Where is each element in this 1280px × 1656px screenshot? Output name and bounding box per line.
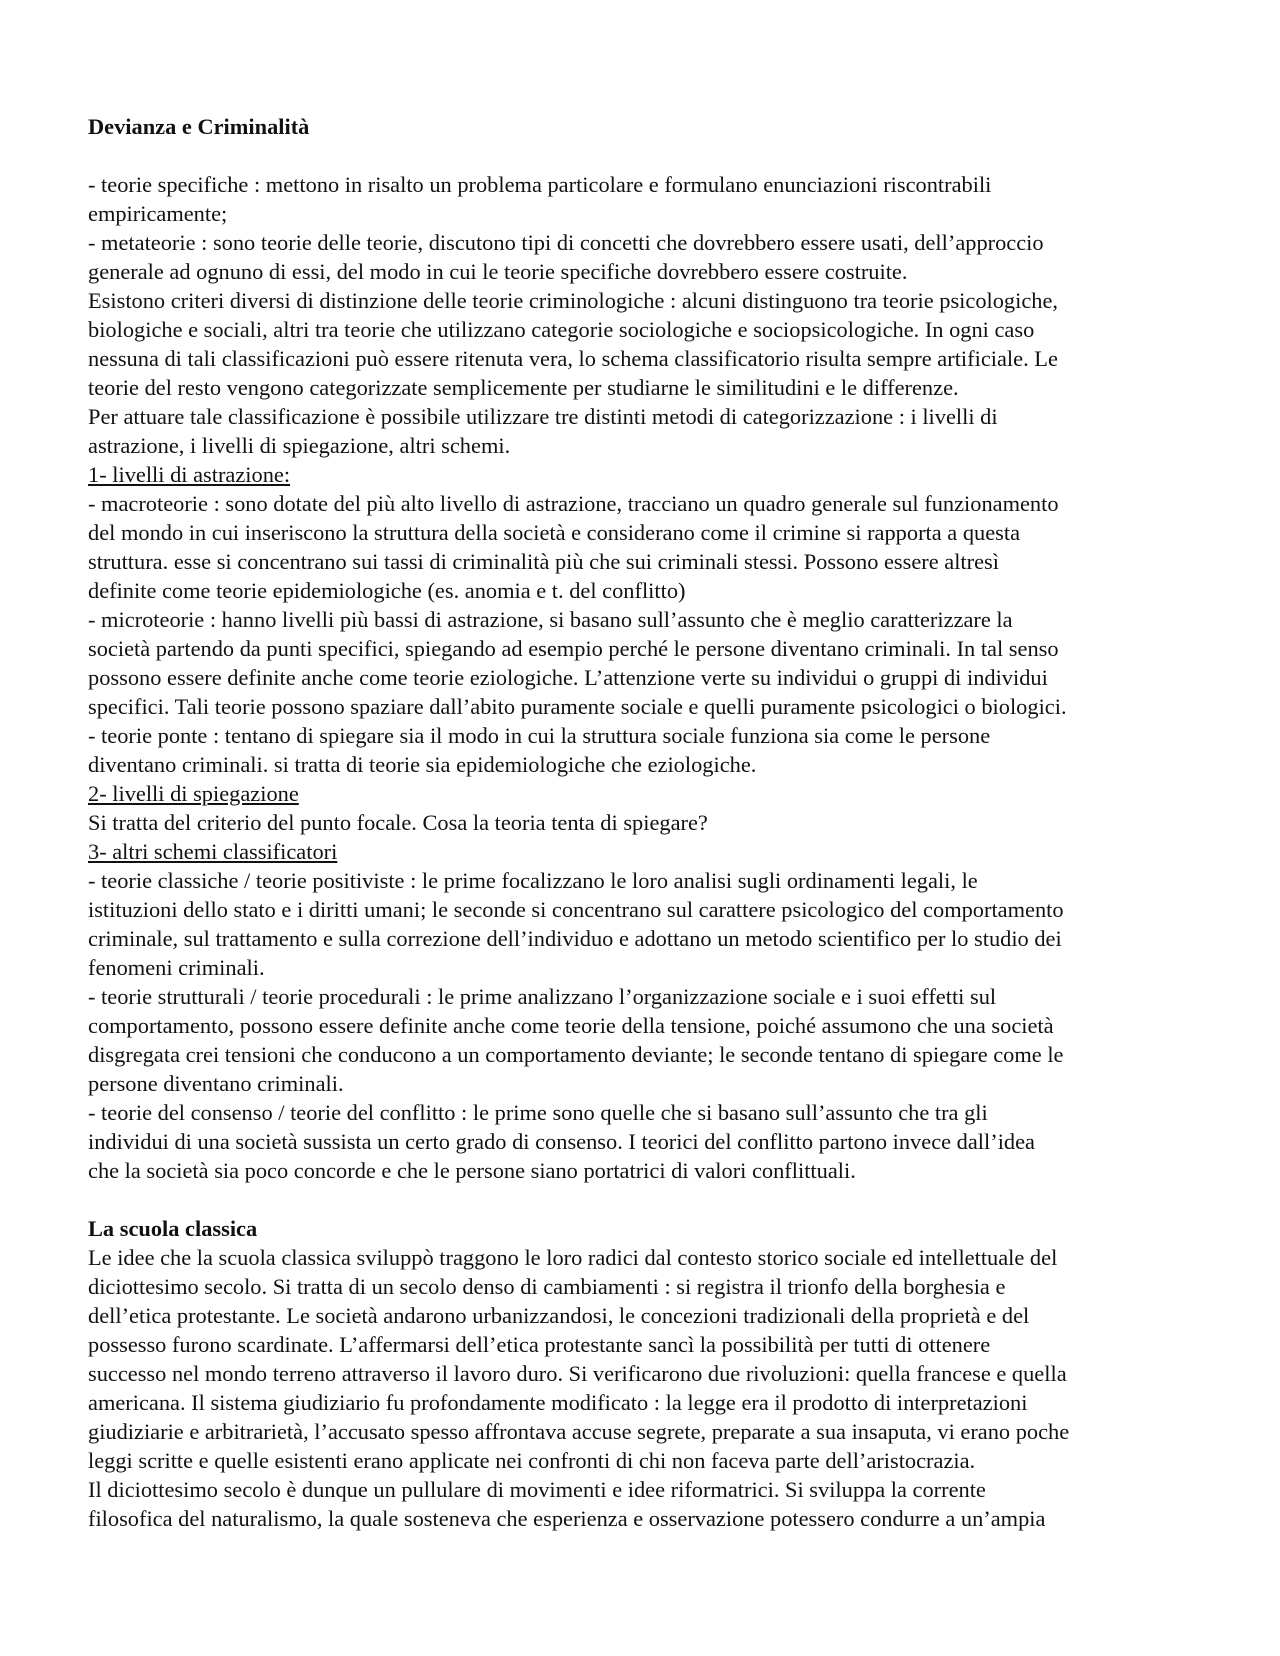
text-line: istituzioni dello stato e i diritti umani; le seconde si concentrano sul carattere psicologico del comportamento [88,897,1064,922]
text-line: - teorie strutturali / teorie procedurali : le prime analizzano l’organizzazione sociale e i suoi effetti sul [88,984,997,1009]
text-line: Il diciottesimo secolo è dunque un pullulare di movimenti e idee riformatrici. Si sviluppa la corrente [88,1477,986,1502]
text-line: che la società sia poco concorde e che le persone siano portatrici di valori conflittuali. [88,1158,856,1183]
text-line: possono essere definite anche come teorie eziologiche. L’attenzione verte su individui o gruppi di individui [88,665,1048,690]
text-line: criminale, sul trattamento e sulla correzione dell’individuo e adottano un metodo scientifico per lo studio dei [88,926,1062,951]
text-line: Per attuare tale classificazione è possibile utilizzare tre distinti metodi di categorizzazione : i livelli di [88,404,998,429]
text-line: Esistono criteri diversi di distinzione delle teorie criminologiche : alcuni distinguono tra teorie psicologiche, [88,288,1059,313]
text-line: leggi scritte e quelle esistenti erano applicate nei confronti di chi non faceva parte dell’aristocrazia. [88,1448,976,1473]
subheading-livelli-spiegazione: 2- livelli di spiegazione [88,781,299,806]
text-line: definite come teorie epidemiologiche (es. anomia e t. del conflitto) [88,578,686,603]
text-line: società partendo da punti specifici, spiegando ad esempio perché le persone diventano criminali. In tal senso [88,636,1059,661]
text-line: specifici. Tali teorie possono spaziare dall’abito puramente sociale e quelli puramente psicologici o biologici. [88,694,1067,719]
text-line: persone diventano criminali. [88,1071,344,1096]
text-line: - teorie ponte : tentano di spiegare sia il modo in cui la struttura sociale funziona sia come le persone [88,723,991,748]
section-intro [88,170,1198,460]
subheading-livelli-astrazione: 1- livelli di astrazione: [88,462,291,487]
section-scuola-classica [88,1243,1198,1533]
text-line: individui di una società sussista un certo grado di consenso. I teorici del conflitto partono invece dall’idea [88,1129,1035,1154]
text-line: filosofica del naturalismo, la quale sosteneva che esperienza e osservazione potessero condurre a un’ampia [88,1506,1046,1531]
text-line: possesso furono scardinate. L’affermarsi dell’etica protestante sancì la possibilità per tutti di ottenere [88,1332,991,1357]
text-line: americana. Il sistema giudiziario fu profondamente modificato : la legge era il prodotto di interpretazioni [88,1390,1028,1415]
text-line: disgregata crei tensioni che conducono a un comportamento deviante; le seconde tentano di spiegare come le [88,1042,1064,1067]
text-line: - macroteorie : sono dotate del più alto livello di astrazione, tracciano un quadro generale sul funzionamento [88,491,1059,516]
text-line: empiricamente; [88,201,228,226]
section-spiegazione [88,808,1198,837]
text-line: - teorie del consenso / teorie del conflitto : le prime sono quelle che si basano sull’assunto che tra gli [88,1100,988,1125]
text-line: dell’etica protestante. Le società andarono urbanizzandosi, le concezioni tradizionali della proprietà e del [88,1303,1030,1328]
document-title: Devianza e Criminalità [88,114,310,139]
text-line: struttura. esse si concentrano sui tassi di criminalità più che sui criminali stessi. Possono essere altresì [88,549,999,574]
text-line: diventano criminali. si tratta di teorie sia epidemiologiche che eziologiche. [88,752,757,777]
text-line: generale ad ognuno di essi, del modo in cui le teorie specifiche dovrebbero essere costruite. [88,259,908,284]
text-line: Si tratta del criterio del punto focale. Cosa la teoria tenta di spiegare? [88,810,708,835]
text-line: - teorie specifiche : mettono in risalto un problema particolare e formulano enunciazioni riscontrabili [88,172,992,197]
text-line: fenomeni criminali. [88,955,265,980]
text-line: astrazione, i livelli di spiegazione, altri schemi. [88,433,511,458]
spacer [88,141,1198,170]
text-line: - metateorie : sono teorie delle teorie, discutono tipi di concetti che dovrebbero essere usati, dell’approccio [88,230,1044,255]
section-altri-schemi [88,866,1198,1185]
text-line: successo nel mondo terreno attraverso il lavoro duro. Si verificarono due rivoluzioni: quella francese e quella [88,1361,1067,1386]
text-line: Le idee che la scuola classica sviluppò traggono le loro radici dal contesto storico sociale ed intellettuale del [88,1245,1058,1270]
text-line: comportamento, possono essere definite anche come teorie della tensione, poiché assumono che una società [88,1013,1054,1038]
text-line: diciottesimo secolo. Si tratta di un secolo denso di cambiamenti : si registra il trionfo della borghesia e [88,1274,1006,1299]
spacer [88,1185,1198,1214]
section-title-scuola-classica: La scuola classica [88,1216,258,1241]
text-line: - teorie classiche / teorie positiviste : le prime focalizzano le loro analisi sugli ordinamenti legali, le [88,868,978,893]
section-astrazione [88,489,1198,779]
text-line: del mondo in cui inseriscono la struttura della società e considerano come il crimine si rapporta a questa [88,520,1021,545]
text-line: nessuna di tali classificazioni può essere ritenuta vera, lo schema classificatorio risulta sempre artificiale. Le [88,346,1058,371]
subheading-altri-schemi: 3- altri schemi classificatori [88,839,338,864]
text-line: teorie del resto vengono categorizzate semplicemente per studiarne le similitudini e le differenze. [88,375,959,400]
text-line: giudiziarie e arbitrarietà, l’accusato spesso affrontava accuse segrete, preparate a sua insaputa, vi erano poche [88,1419,1070,1444]
text-line: biologiche e sociali, altri tra teorie che utilizzano categorie sociologiche e sociopsicologiche. In ogni caso [88,317,1035,342]
document-page [88,112,1198,1533]
text-line: - microteorie : hanno livelli più bassi di astrazione, si basano sull’assunto che è meglio caratterizzare la [88,607,1013,632]
